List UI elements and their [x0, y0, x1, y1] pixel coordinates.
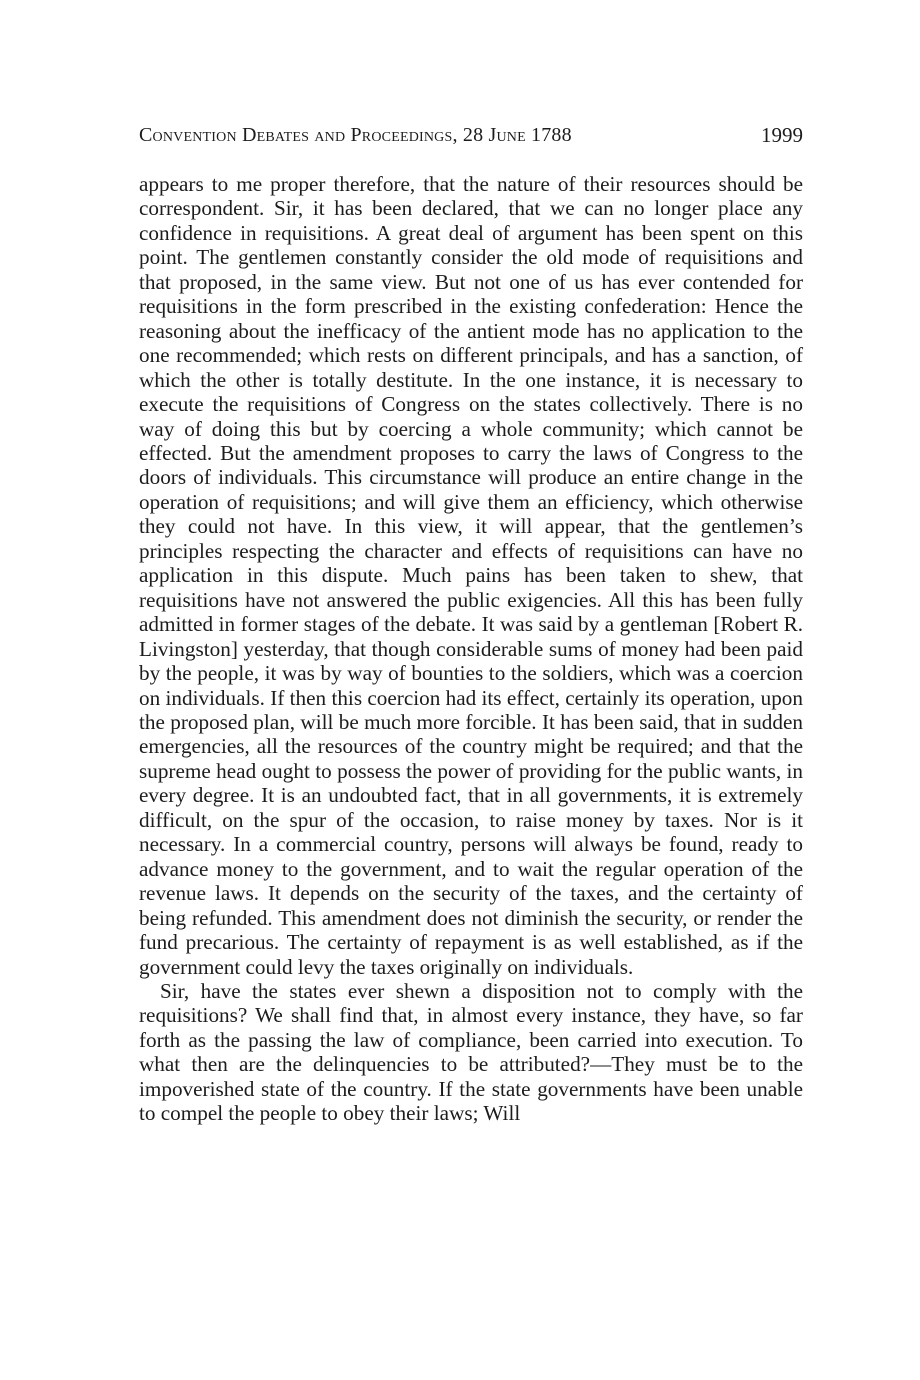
paragraph-1: appears to me proper therefore, that the nature of their resources should be correspondent. Sir, it has been declared, that we can no longer place any confidence in requisitions. A great deal of argument has been spent on this point. The gentlemen constantly consider the old mode of requisitions and that proposed, in the same view. But not one of us has ever contended for requisitions in the form prescribed in the existing confederation: Hence the reasoning about the inefficacy of the antient mode has no application to the one recommended; which rests on different principals, and has a sanction, of which the other is totally destitute. In the one instance, it is necessary to execute the requisitions of Congress on the states collectively. There is no way of doing this but by coercing a whole community; which cannot be effected. But the amendment proposes to carry the laws of Congress to the doors of individuals. This circumstance will produce an entire change in the operation of requisitions; and will give them an efficiency, which otherwise they could not have. In this view, it will appear, that the gentlemen’s principles respecting the character and effects of requisitions can have no application in this dispute. Much pains has been taken to shew, that requisitions have not answered the public exigencies. All this has been fully admitted in former stages of the debate. It was said by a gentleman [Robert R. Livingston] yesterday, that though considerable sums of money had been paid by the people, it was by way of bounties to the soldiers, which was a coercion on individuals. If then this coercion had its effect, certainly its operation, upon the proposed plan, will be much more forcible. It has been said, that in sudden emergencies, all the resources of the country might be required; and that the supreme head ought to possess the power of providing for the public wants, in every degree. It is an undoubted fact, that in all governments, it is extremely difficult, on the spur of the occasion, to raise money by taxes. Nor is it necessary. In a commercial country, persons will always be found, ready to advance money to the government, and to wait the regular operation of the revenue laws. It depends on the security of the taxes, and the certainty of being refunded. This amendment does not diminish the security, or render the fund precarious. The certainty of repayment is as well established, as if the government could levy the taxes originally on individuals. [139, 172, 803, 979]
running-head [139, 120, 803, 150]
page-number: 1999 [761, 123, 803, 147]
body-text [139, 172, 803, 1126]
running-title: Convention Debates and Proceedings, 28 June 1788 [139, 124, 572, 146]
paragraph-2: Sir, have the states ever shewn a disposition not to comply with the requisitions? We shall find that, in almost every instance, they have, so far forth as the passing the law of compliance, been carried into execution. To what then are the delinquencies to be attributed?—They must be to the impoverished state of the country. If the state governments have been unable to compel the people to obey their laws; Will [139, 978, 803, 1126]
